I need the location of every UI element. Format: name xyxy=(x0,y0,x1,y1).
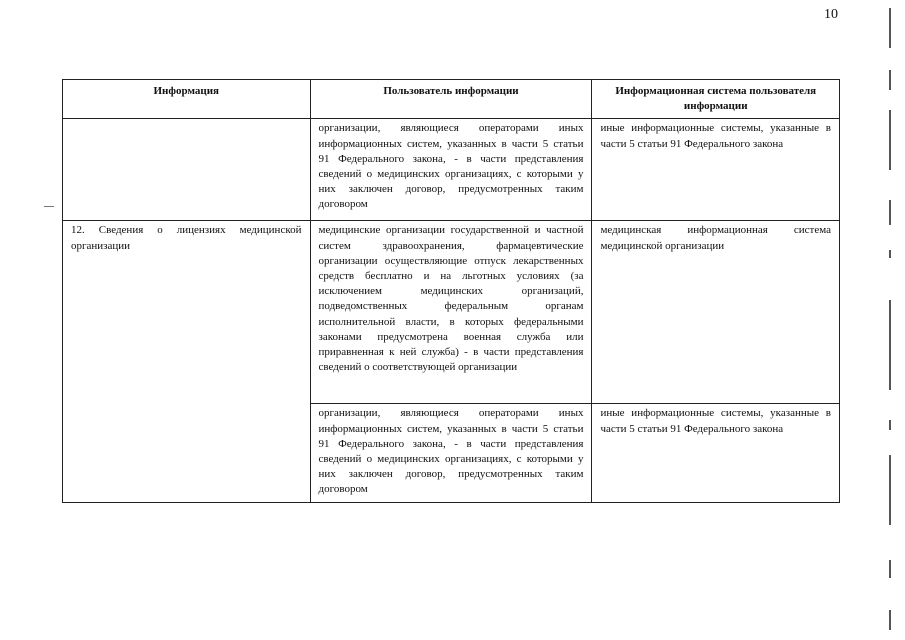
cell-system: медицинская информационная система медицинской организации xyxy=(592,221,840,404)
cell-user: организации, являющиеся операторами иных информационных систем, указанных в части 5 статьи 91 Федерального закона, - в части представления сведений о медицинских организациях, с которыми у них заключен договор, предусмотренных таким договором xyxy=(310,119,592,221)
scan-edge-artifact xyxy=(883,0,897,640)
margin-dash xyxy=(44,206,54,207)
cell-info: 12. Сведения о лицензиях медицинской организации xyxy=(63,221,311,503)
header-info: Информация xyxy=(63,80,311,119)
cell-system: иные информационные системы, указанные в части 5 статьи 91 Федерального закона xyxy=(592,119,840,221)
cell-user: медицинские организации государственной и частной систем здравоохранения, фармацевтические организации осуществляющие отпуск лекарственных средств бесплатно и на льготных условиях (за исключением медицинских организаций, подведомственных федеральным органам исполнительной власти, в которых федеральными законами предусмотрена военная служба или приравненная к ней служба) - в части представления сведений о соответствующей организации xyxy=(310,221,592,404)
page-number: 10 xyxy=(824,7,838,22)
header-user: Пользователь информации xyxy=(310,80,592,119)
table-row xyxy=(63,119,840,221)
cell-info xyxy=(63,119,311,221)
header-system: Информационная система пользователя информации xyxy=(592,80,840,119)
cell-user: организации, являющиеся операторами иных информационных систем, указанных в части 5 статьи 91 Федерального закона, - в части представления сведений о медицинских организациях, с которыми у них заключен договор, предусмотренных таким договором xyxy=(310,404,592,503)
cell-system: иные информационные системы, указанные в части 5 статьи 91 Федерального закона xyxy=(592,404,840,503)
table-header-row xyxy=(63,80,840,119)
data-table xyxy=(62,79,840,503)
table-row xyxy=(63,221,840,404)
